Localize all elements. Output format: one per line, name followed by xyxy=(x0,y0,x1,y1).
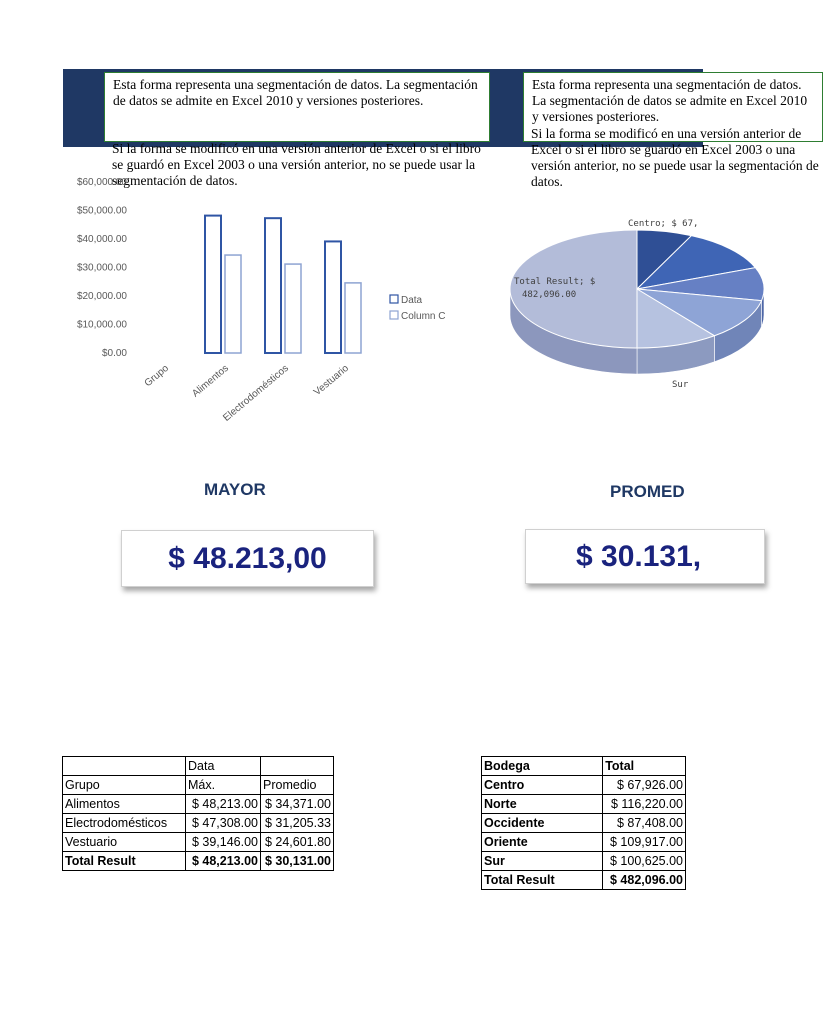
legend-swatch xyxy=(390,295,398,303)
y-tick-label: $30,000.00 xyxy=(76,262,127,274)
table-row xyxy=(482,833,686,852)
cell-total[interactable]: $ 67,926.00 xyxy=(603,776,686,795)
total-avg[interactable]: $ 30,131.00 xyxy=(261,852,334,871)
total-row xyxy=(63,852,334,871)
kpi-value-avg xyxy=(525,529,765,584)
bar-column-c xyxy=(285,264,301,353)
header-cell[interactable]: Máx. xyxy=(186,776,261,795)
cell-total[interactable]: $ 100,625.00 xyxy=(603,852,686,871)
slicer-placeholder-grupo[interactable] xyxy=(104,72,490,142)
cell-max[interactable]: $ 48,213.00 xyxy=(186,795,261,814)
row-label[interactable]: Sur xyxy=(482,852,603,871)
pie-data-label: Centro; $ 67, xyxy=(628,219,699,229)
y-tick-label: $40,000.00 xyxy=(76,234,127,245)
table-row xyxy=(482,795,686,814)
row-label[interactable]: Alimentos xyxy=(63,795,186,814)
row-label[interactable]: Electrodomésticos xyxy=(63,814,186,833)
cell-max[interactable]: $ 39,146.00 xyxy=(186,833,261,852)
total-value[interactable]: $ 482,096.00 xyxy=(603,871,686,890)
row-label[interactable]: Vestuario xyxy=(63,833,186,852)
legend-label: Data xyxy=(401,295,423,306)
x-tick-label: Grupo xyxy=(142,362,171,390)
total-label[interactable]: Total Result xyxy=(482,871,603,890)
bar-data xyxy=(205,216,221,353)
row-label[interactable]: Occidente xyxy=(482,814,603,833)
y-tick-label: $50,000.00 xyxy=(76,205,127,217)
legend-swatch xyxy=(390,311,398,319)
header-cell[interactable] xyxy=(63,757,186,776)
header-cell[interactable] xyxy=(261,757,334,776)
bar-column-c xyxy=(225,255,241,353)
cell-avg[interactable]: $ 34,371.00 xyxy=(261,795,334,814)
bar-data xyxy=(325,241,341,353)
cell-avg[interactable]: $ 24,601.80 xyxy=(261,833,334,852)
pivot-table-bodega[interactable] xyxy=(481,756,686,890)
y-tick-label: $20,000.00 xyxy=(76,291,127,302)
x-tick-label: Alimentos xyxy=(190,362,231,400)
total-label[interactable]: Total Result xyxy=(63,852,186,871)
slicer-overflow-text: Si la forma se modificó en una versión anterior de Excel o si el libro se guardó en Excel 2003 o una versión anterior, no se puede usar la segmentación de datos. xyxy=(112,141,481,188)
kpi-title-avg: PROMED xyxy=(610,482,685,501)
slicer-overflow-text: Si la forma se modificó en una versión anterior de Excel o si el libro se guardó en Excel 2003 o una versión anterior, no se puede usar la segmentación de datos. xyxy=(531,126,819,189)
cell-total[interactable]: $ 87,408.00 xyxy=(603,814,686,833)
x-tick-label: Vestuario xyxy=(311,362,351,399)
header-cell[interactable]: Bodega xyxy=(482,757,603,776)
total-max[interactable]: $ 48,213.00 xyxy=(186,852,261,871)
row-label[interactable]: Centro xyxy=(482,776,603,795)
x-tick-label: Electrodomésticos xyxy=(221,362,291,424)
kpi-value-text: $ 30.131, xyxy=(576,539,702,573)
header-cell[interactable]: Grupo xyxy=(63,776,186,795)
cell-total[interactable]: $ 116,220.00 xyxy=(603,795,686,814)
y-tick-label: $10,000.00 xyxy=(76,319,127,331)
table-row xyxy=(63,833,334,852)
legend-label: Column C xyxy=(401,311,446,322)
kpi-title-max: MAYOR xyxy=(204,480,266,499)
pie-chart[interactable] xyxy=(500,200,700,400)
table-row xyxy=(482,776,686,795)
pie-data-label: 482,096.00 xyxy=(522,290,577,300)
row-label[interactable]: Norte xyxy=(482,795,603,814)
y-tick-label: $60,000.00 xyxy=(76,177,127,188)
table-row xyxy=(482,814,686,833)
cell-avg[interactable]: $ 31,205.33 xyxy=(261,814,334,833)
header-cell[interactable]: Data xyxy=(186,757,261,776)
bar-chart[interactable] xyxy=(63,170,463,440)
pie-data-label: Total Result; $ xyxy=(514,277,596,287)
bar-data xyxy=(265,218,281,353)
kpi-value-max: $ 48.213,00 xyxy=(121,530,374,587)
cell-total[interactable]: $ 109,917.00 xyxy=(603,833,686,852)
cell-max[interactable]: $ 47,308.00 xyxy=(186,814,261,833)
total-row xyxy=(482,871,686,890)
slicer-message: Esta forma representa una segmentación de datos. La segmentación de datos se admite en Excel 2010 y versiones posteriores. xyxy=(113,77,478,108)
table-row xyxy=(63,795,334,814)
pivot-table-grupo[interactable] xyxy=(62,756,334,871)
row-label[interactable]: Oriente xyxy=(482,833,603,852)
header-cell[interactable]: Promedio xyxy=(261,776,334,795)
table-row xyxy=(63,814,334,833)
table-row xyxy=(482,852,686,871)
bar-column-c xyxy=(345,283,361,353)
slicer-message: Esta forma representa una segmentación de datos. La segmentación de datos se admite en Excel 2010 y versiones posteriores. xyxy=(532,77,808,124)
pie-data-label: Sur xyxy=(672,380,689,390)
y-tick-label: $0.00 xyxy=(101,348,127,359)
header-cell[interactable]: Total xyxy=(603,757,686,776)
